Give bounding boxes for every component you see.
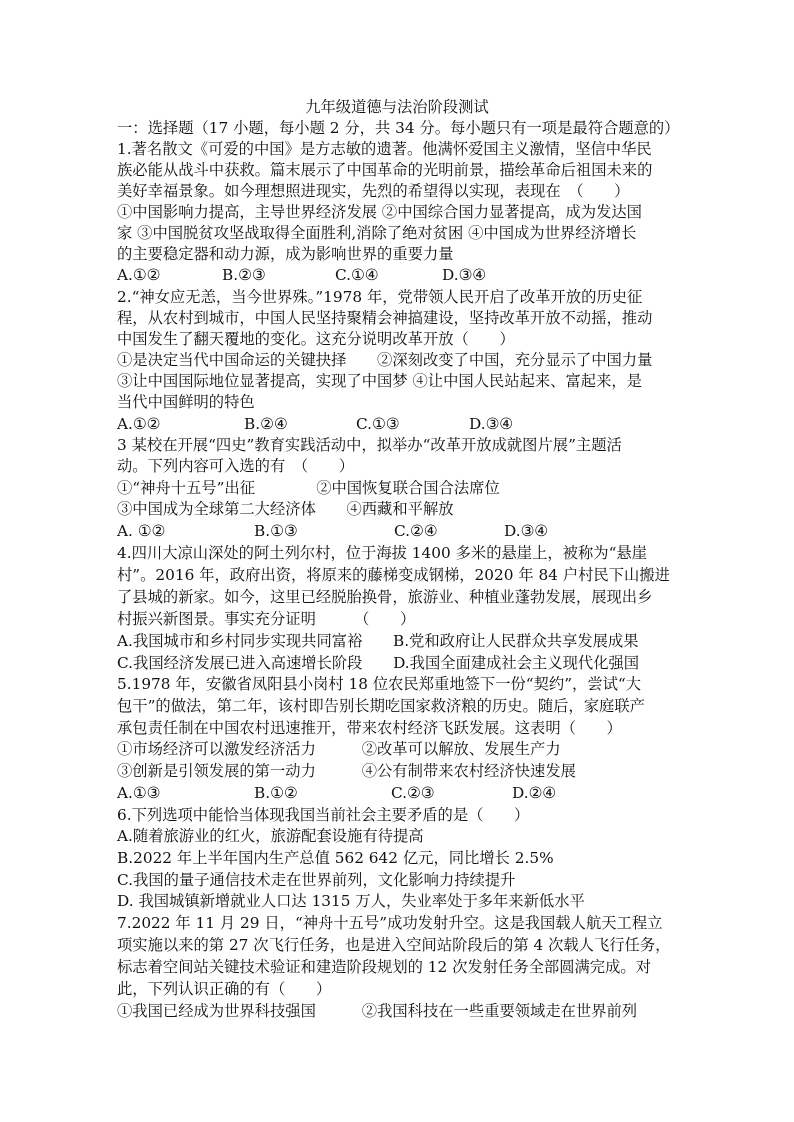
option-b: B.①② [254, 784, 298, 802]
question-line: A.我国城市和乡村同步实现共同富裕 B.党和政府让人民群众共享发展成果 [117, 632, 639, 650]
question-line: 3 某校在开展“四史”教育实践活动中，拟举办“改革开放成就图片展”主题活 [117, 436, 622, 454]
option-d: D.②④ [512, 784, 557, 802]
option-b: B.①③ [254, 522, 298, 540]
option-a: A. ①② [117, 522, 166, 540]
question-line: ①中国影响力提高，主导世界经济发展 ②中国综合国力显著提高，成为发达国 [117, 203, 642, 221]
question-line: ①我国已经成为世界科技强国 ②我国科技在一些重要领域走在世界前列 [117, 1002, 638, 1020]
option-c: C.②④ [394, 522, 438, 540]
question-line: ①市场经济可以激发经济活力 ②改革可以解放、发展生产力 [117, 740, 561, 758]
question-line: 此，下列认识正确的有（ ） [117, 980, 332, 998]
exam-title: 九年级道德与法治阶段测试 [305, 98, 489, 116]
question-line: 美好幸福景象。如今理想照进现实，先烈的希望得以实现，表现在 （ ） [117, 182, 630, 200]
question-line: D. 我国城镇新增就业人口达 1315 万人，失业率处于多年来新低水平 [117, 892, 585, 910]
question-line: 中国发生了翻天覆地的变化。这充分说明改革开放（ ） [117, 330, 515, 348]
question-line: 的主要稳定器和动力源，成为影响世界的重要力量 [117, 245, 454, 263]
option-d: D.③④ [504, 522, 549, 540]
option-a: A.①② [117, 266, 161, 284]
question-line: ①“神舟十五号”出征 ②中国恢复联合国合法席位 [117, 479, 500, 497]
option-a: A.①③ [117, 784, 161, 802]
question-line: ③中国成为全球第二大经济体 ④西藏和平解放 [117, 500, 454, 518]
question-line: 当代中国鲜明的特色 [117, 393, 255, 411]
question-line: 2.“神女应无恙，当今世界殊。”1978 年，党带领人民开启了改革开放的历史征 [117, 288, 643, 306]
question-line: 项实施以来的第 27 次飞行任务，也是进入空间站阶段后的第 4 次载人飞行任务， [117, 936, 671, 954]
question-line: 包干”的做法，第二年，该村即告别长期吃国家救济粮的历史。随后，家庭联产 [117, 697, 645, 715]
question-line: 5.1978 年，安徽省凤阳县小岗村 18 位农民郑重地签下一份“契约”，尝试“大 [117, 675, 642, 693]
question-line: C.我国的量子通信技术走在世界前列，文化影响力持续提升 [117, 871, 516, 889]
question-line: 动。下列内容可入选的有 （ ） [117, 457, 355, 475]
question-line: ①是决定当代中国命运的关键抉择 ②深刻改变了中国，充分显示了中国力量 [117, 351, 653, 369]
question-line: 4.四川大凉山深处的阿土列尔村，位于海拔 1400 多米的悬崖上，被称为“悬崖 [117, 544, 647, 562]
question-line: B.2022 年上半年国内生产总值 562 642 亿元，同比增长 2.5% [117, 849, 554, 867]
question-line: ③创新是引领发展的第一动力 ④公有制带来农村经济快速发展 [117, 762, 576, 780]
question-line: 村”。2016 年，政府出资，将原来的藤梯变成钢梯，2020 年 84 户村民下山搬进 [117, 566, 670, 584]
question-line: 承包责任制在中国农村迅速推开，带来农村经济飞跃发展。这表明（ ） [117, 719, 622, 737]
question-line: 家 ③中国脱贫攻坚战取得全面胜利,消除了绝对贫困 ④中国成为世界经济增长 [117, 224, 637, 242]
question-line: 1.著名散文《可爱的中国》是方志敏的遗著。他满怀爱国主义激情，坚信中华民 [117, 140, 652, 158]
option-a: A.①② [117, 415, 161, 433]
option-b: B.②④ [244, 415, 288, 433]
question-line: ③让中国国际地位显著提高，实现了中国梦 ④让中国人民站起来、富起来，是 [117, 372, 642, 390]
option-d: D.③④ [442, 266, 487, 284]
question-line: 了县城的新家。如今，这里已经脱胎换骨，旅游业、种植业蓬勃发展，展现出乡 [117, 588, 653, 606]
question-line: A.随着旅游业的红火，旅游配套设施有待提高 [117, 827, 424, 845]
option-b: B.②③ [222, 266, 266, 284]
question-line: 标志着空间站关键技术验证和建造阶段规划的 12 次发射任务全部圆满完成。对 [117, 958, 651, 976]
option-d: D.③④ [469, 415, 514, 433]
question-line: 程，从农村到城市，中国人民坚持聚精会神搞建设，坚持改革开放不动摇，推动 [117, 309, 653, 327]
option-c: C.①④ [335, 266, 379, 284]
question-line: 6.下列选项中能恰当体现我国当前社会主要矛盾的是（ ） [117, 806, 530, 824]
question-line: C.我国经济发展已进入高速增长阶段 D.我国全面建成社会主义现代化强国 [117, 654, 640, 672]
question-line: 族必能从战斗中获救。篇末展示了中国革命的光明前景，描绘革命后祖国未来的 [117, 161, 653, 179]
option-c: C.①③ [356, 415, 400, 433]
question-line: 7.2022 年 11 月 29 日，“神舟十五号”成功发射升空。这是我国载人航天工程立 [117, 914, 663, 932]
section-header: 一：选择题（17 小题，每小题 2 分，共 34 分。每小题只有一项是最符合题意的） [117, 119, 680, 137]
question-line: 村振兴新图景。事实充分证明 （ ） [117, 610, 416, 628]
option-c: C.②③ [391, 784, 435, 802]
